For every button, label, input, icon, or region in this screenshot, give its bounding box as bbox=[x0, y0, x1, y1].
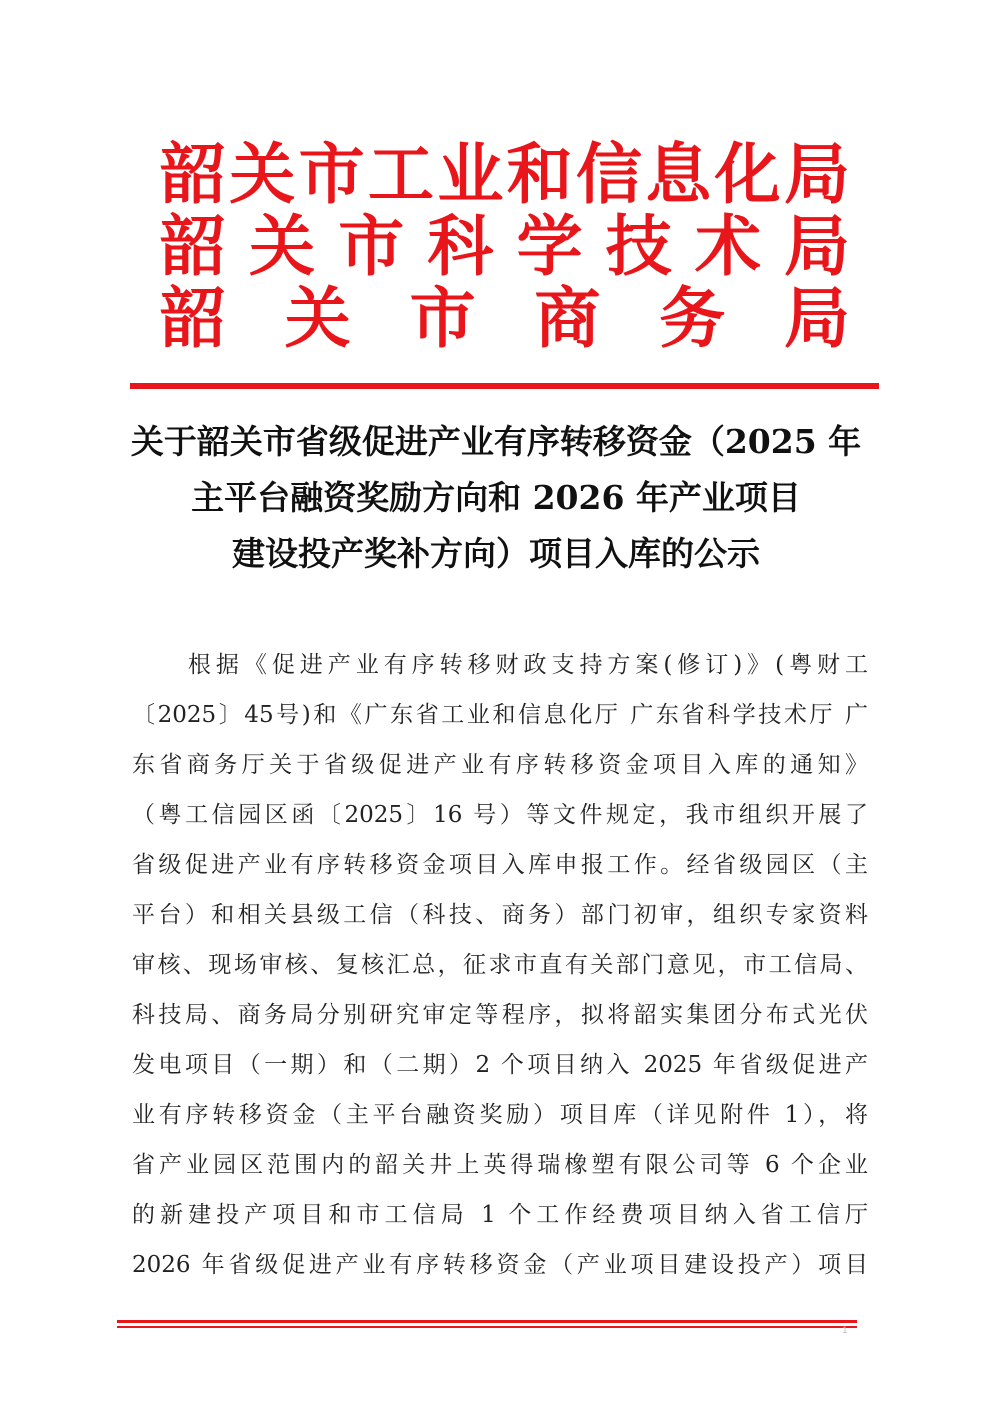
body-line: 平台）和相关县级工信（科技、商务）部门初审，组织专家资料 bbox=[132, 902, 868, 928]
body-line: 2026 年省级促进产业有序转移资金（产业项目建设投产）项目 bbox=[132, 1252, 868, 1278]
agency-char: 关 bbox=[284, 279, 351, 357]
body-line: 〔2025〕45号)和《广东省工业和信息化厅 广东省科学技术厅 广 bbox=[132, 702, 868, 728]
agency-char: 市 bbox=[298, 135, 365, 213]
agency-char: 关 bbox=[229, 135, 296, 213]
body-line: （粤工信园区函〔2025〕16 号）等文件规定，我市组织开展了 bbox=[132, 802, 868, 828]
agency-char: 化 bbox=[714, 135, 781, 213]
agency-char: 和 bbox=[506, 135, 573, 213]
agency-char: 业 bbox=[437, 135, 504, 213]
agency-char: 商 bbox=[534, 279, 601, 357]
title-line: 主平台融资奖励方向和 2026 年产业项目 bbox=[191, 478, 801, 517]
body-line: 业有序转移资金（主平台融资奖励）项目库（详见附件 1），将 bbox=[132, 1102, 868, 1128]
agency-char: 信 bbox=[575, 135, 642, 213]
agency-char: 工 bbox=[367, 135, 434, 213]
agency-char: 关 bbox=[249, 207, 316, 285]
header-divider bbox=[130, 383, 879, 389]
agency-char: 术 bbox=[694, 207, 761, 285]
agency-char: 市 bbox=[338, 207, 405, 285]
page-number: 1 bbox=[842, 1326, 848, 1336]
agency-char: 韶 bbox=[160, 207, 226, 285]
agency-char: 技 bbox=[605, 207, 672, 285]
footer-divider-secondary bbox=[117, 1326, 857, 1328]
footer-divider bbox=[117, 1320, 857, 1323]
agency-char: 科 bbox=[427, 207, 494, 285]
agency-char: 务 bbox=[659, 279, 726, 357]
agency-line-industry-it bbox=[160, 135, 850, 213]
agency-char: 息 bbox=[645, 135, 712, 213]
body-line: 省产业园区范围内的韶关井上英得瑞橡塑有限公司等 6 个企业 bbox=[132, 1152, 868, 1178]
body-line: 根据《促进产业有序转移财政支持方案(修订)》(粤财工 bbox=[132, 652, 868, 678]
title-line: 关于韶关市省级促进产业有序转移资金（2025 年 bbox=[130, 422, 862, 461]
body-line: 东省商务厅关于省级促进产业有序转移资金项目入库的通知》 bbox=[132, 752, 868, 778]
agency-char: 局 bbox=[783, 207, 850, 285]
issuing-agencies-header bbox=[160, 135, 850, 357]
title-line: 建设投产奖补方向）项目入库的公示 bbox=[232, 534, 760, 573]
agency-char: 学 bbox=[516, 207, 583, 285]
agency-line-commerce bbox=[160, 279, 850, 357]
notice-title bbox=[110, 414, 882, 582]
agency-char: 局 bbox=[783, 135, 850, 213]
body-line: 发电项目（一期）和（二期）2 个项目纳入 2025 年省级促进产 bbox=[132, 1052, 868, 1078]
agency-char: 市 bbox=[409, 279, 476, 357]
agency-char: 韶 bbox=[160, 135, 226, 213]
body-line: 的新建投产项目和市工信局 1 个工作经费项目纳入省工信厅 bbox=[132, 1202, 868, 1228]
body-line: 科技局、商务局分别研究审定等程序，拟将韶实集团分布式光伏 bbox=[132, 1002, 868, 1028]
agency-line-science-tech bbox=[160, 207, 850, 285]
notice-body bbox=[132, 640, 868, 1290]
body-line: 审核、现场审核、复核汇总，征求市直有关部门意见，市工信局、 bbox=[132, 952, 868, 978]
agency-char: 韶 bbox=[160, 279, 226, 357]
body-line: 省级促进产业有序转移资金项目入库申报工作。经省级园区（主 bbox=[132, 852, 868, 878]
agency-char: 局 bbox=[783, 279, 850, 357]
